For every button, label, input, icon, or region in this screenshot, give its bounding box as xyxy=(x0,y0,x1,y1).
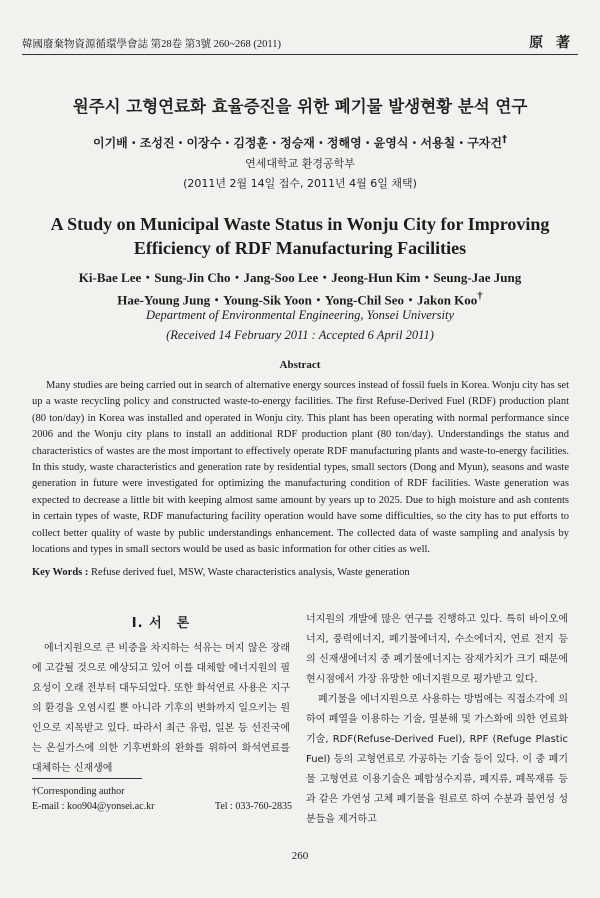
korean-author-list: 이기배・조성진・이장수・김정훈・정승재・정해영・윤영식・서용칠・구자건 xyxy=(93,136,502,150)
korean-authors xyxy=(0,134,600,151)
intro-paragraph-right-2: 폐기물을 에너지원으로 사용하는 방법에는 직접소각에 의하여 폐열을 이용하는 기술, 열분해 및 가스화에 의한 연료화 기술, RDF(Refuse-Derived Fuel), RPF (Refuge Plastic Fuel) 등의 고형연료로 가공하는 기술 등이 있다. 이 중 폐기물 고형연료 이용기술은 폐합성수지류, 폐지류, 폐목재류 등과 같은 가연성 고체 폐기물을 원료로 하여 수분과 불연성 성분들을 제거하고 xyxy=(306,694,568,825)
english-affiliation: Department of Environmental Engineering, Yonsei University xyxy=(145,308,455,322)
english-authors xyxy=(20,269,580,309)
korean-dates: (2011년 2월 14일 접수, 2011년 4월 6일 채택) xyxy=(183,177,417,190)
running-header xyxy=(22,32,578,55)
english-dates: (Received 14 February 2011 : Accepted 6 April 2011) xyxy=(166,328,434,342)
article-type-tag: 原 著 xyxy=(529,35,574,51)
footnote-email: E-mail : koo904@yonsei.ac.kr xyxy=(32,801,155,812)
right-column xyxy=(306,610,568,830)
footnote xyxy=(32,784,292,814)
page-number: 260 xyxy=(291,850,309,862)
footnote-tel: Tel : 033-760-2835 xyxy=(214,801,292,812)
abstract-text: Many studies are being carried out in search of alternative energy sources instead of fossil fuels in Korea. Wonju city has set up a waste recycling policy and constructed waste-to-energy facilities. The first Refuse-Derived Fuel (RDF) production plant (80 ton/day) in Korea was installed and operated in Wonju city. This plant has been operating with normal performance since 2006 and the Wonju city plans to install an additional RDF production plant (80 ton/day). Understandings the status and characteristics of wastes are the most important to effectively operate RDF manufacturing plants and waste-to-energy facilities. In this study, waste characteristics and generation rate by residential types, small sectors (Dong and Myun), seasons and waste generation in future were investigated for optimizing the manufacturing condition of RDF facilities. Waste generation was expected to decrease a little bit with keeping almost same amount by years up to 2025. Due to high moisture and ash contents in certain types of waste, RDF manufacturing facility operation would have some difficulties, so the city has to put efforts to collect better quality of waste by public understandings enhancement. The collected data of waste sampling and analysis by locations and types in small sectors would be used as basic information for other cities as well. xyxy=(32,380,569,556)
english-corresponding-mark: † xyxy=(477,290,483,302)
abstract-heading: Abstract xyxy=(279,359,321,371)
section-heading-intro: I. 서 론 xyxy=(131,616,191,631)
left-column xyxy=(32,612,290,779)
footnote-label: †Corresponding author xyxy=(32,786,125,797)
english-authors-line2: Hae-Young Jung・Young-Sik Yoon・Yong-Chil Seo・Jakon Koo xyxy=(117,292,478,308)
keywords xyxy=(32,567,569,578)
keywords-text: Refuse derived fuel, MSW, Waste characteristics analysis, Waste generation xyxy=(88,567,410,578)
journal-citation: 韓國廢棄物資源循環學會誌 第28卷 第3號 260~268 (2011) xyxy=(22,39,282,50)
intro-paragraph-right-1: 너지원의 개발에 많은 연구를 진행하고 있다. 특히 바이오에너지, 풍력에너지, 폐기물에너지, 수소에너지, 연료 전지 등의 신재생에너지 중 폐기물에너지는 잠재가치가 크기 때문에 현시점에서 가장 유망한 에너지원으로 평가받고 있다. xyxy=(306,614,568,685)
keywords-label: Key Words : xyxy=(32,567,89,578)
intro-paragraph-left: 에너지원으로 큰 비중을 차지하는 석유는 머지 않은 장래에 고갈될 것으로 예상되고 있어 이를 대체할 에너지원의 필요성이 오래 전부터 대두되었다. 또한 화석연료 사용은 지구의 환경을 오염시킬 뿐 아니라 기후의 변화까지 일으키는 원인으로 지목받고 있다. 따라서 최근 유럽, 일본 등 선진국에는 온실가스에 의한 기후변화의 완화를 위하여 화석연료를 대체하는 신재생에 xyxy=(32,643,290,774)
english-title: A Study on Municipal Waste Status in Wonju City for Improving Efficiency of RDF Manufacturing Facilities xyxy=(50,214,550,258)
footnote-contact xyxy=(32,799,292,814)
korean-title: 원주시 고형연료화 효율증진을 위한 폐기물 발생현황 분석 연구 xyxy=(72,97,528,116)
footnote-rule xyxy=(32,778,142,779)
corresponding-mark: † xyxy=(502,134,507,145)
english-authors-line2-wrap xyxy=(20,287,580,309)
korean-affiliation: 연세대학교 환경공학부 xyxy=(245,157,355,170)
english-authors-line1: Ki-Bae Lee・Sung-Jin Cho・Jang-Soo Lee・Jeong-Hun Kim・Seung-Jae Jung xyxy=(78,270,522,285)
